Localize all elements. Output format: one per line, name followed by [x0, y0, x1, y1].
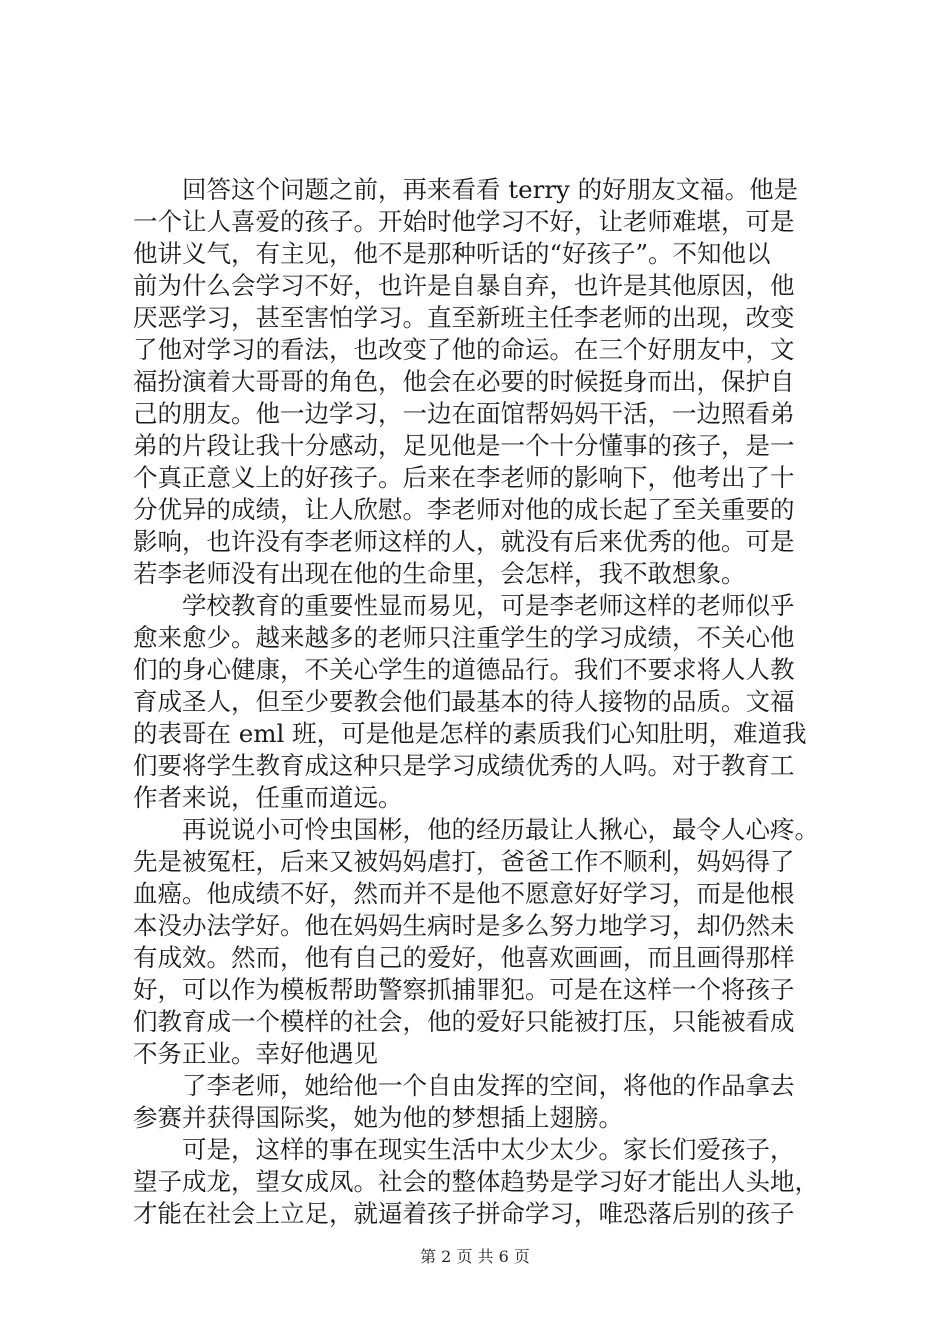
text-line: 再说说小可怜虫国彬，他的经历最让人揪心，最令人心疼。 [182, 815, 819, 844]
text-line: 了他对学习的看法，也改变了他的命运。在三个好朋友中，文 [133, 335, 795, 364]
text-line: 好，可以作为模板帮助警察抓捕罪犯。可是在这样一个将孩子 [133, 975, 795, 1004]
text-line: 可是，这样的事在现实生活中太少太少。家长们爱孩子， [182, 1135, 795, 1164]
text-line: 厌恶学习，甚至害怕学习。直至新班主任李老师的出现，改变 [133, 303, 795, 332]
text-line: 弟的片段让我十分感动，足见他是一个十分懂事的孩子，是一 [133, 431, 795, 460]
text-line: 福扮演着大哥哥的角色，他会在必要的时候挺身而出，保护自 [133, 367, 795, 396]
text-line: 一个让人喜爱的孩子。开始时他学习不好，让老师难堪，可是 [133, 207, 795, 236]
text-line: 作者来说，任重而道远。 [133, 783, 403, 812]
text-line: 才能在社会上立足，就逼着孩子拼命学习，唯恐落后别的孩子 [133, 1199, 795, 1228]
text-line: 参赛并获得国际奖，她为他的梦想插上翅膀。 [133, 1103, 623, 1132]
text-line: 们的身心健康，不关心学生的道德品行。我们不要求将人人教 [133, 655, 795, 684]
text-line: 先是被冤枉，后来又被妈妈虐打，爸爸工作不顺利，妈妈得了 [133, 847, 795, 876]
text-line: 学校教育的重要性显而易见，可是李老师这样的老师似乎 [182, 591, 795, 620]
text-line: 己的朋友。他一边学习，一边在面馆帮妈妈干活，一边照看弟 [133, 399, 795, 428]
text-line: 望子成龙，望女成凤。社会的整体趋势是学习好才能出人头地， [133, 1167, 819, 1196]
text-line: 分优异的成绩，让人欣慰。李老师对他的成长起了至关重要的 [133, 495, 795, 524]
text-line: 若李老师没有出现在他的生命里，会怎样，我不敢想象。 [133, 559, 746, 588]
text-line: 不务正业。幸好他遇见 [133, 1039, 378, 1068]
page-number-footer: 第 2 页 共 6 页 [420, 1247, 530, 1266]
text-line: 们要将学生教育成这种只是学习成绩优秀的人吗。对于教育工 [133, 751, 795, 780]
text-line: 了李老师，她给他一个自由发挥的空间，将他的作品拿去 [182, 1071, 795, 1100]
text-line: 育成圣人，但至少要教会他们最基本的待人接物的品质。文福 [133, 687, 795, 716]
text-line: 本没办法学好。他在妈妈生病时是多么努力地学习，却仍然未 [133, 911, 795, 940]
text-line: 们教育成一个模样的社会，他的爱好只能被打压，只能被看成 [133, 1007, 795, 1036]
text-line: 回答这个问题之前，再来看看 terry 的好朋友文福。他是 [182, 175, 799, 204]
text-line: 愈来愈少。越来越多的老师只注重学生的学习成绩，不关心他 [133, 623, 795, 652]
text-line: 个真正意义上的好孩子。后来在李老师的影响下，他考出了十 [133, 463, 795, 492]
text-line: 有成效。然而，他有自己的爱好，他喜欢画画，而且画得那样 [133, 943, 795, 972]
text-line: 他讲义气，有主见，他不是那种听话的“好孩子”。不知他以 [133, 239, 771, 268]
text-line: 血癌。他成绩不好，然而并不是他不愿意好好学习，而是他根 [133, 879, 795, 908]
text-line: 前为什么会学习不好，也许是自暴自弃，也许是其他原因，他 [133, 271, 795, 300]
text-line: 影响，也许没有李老师这样的人，就没有后来优秀的他。可是 [133, 527, 795, 556]
text-line: 的表哥在 eml 班，可是他是怎样的素质我们心知肚明，难道我 [133, 719, 807, 748]
